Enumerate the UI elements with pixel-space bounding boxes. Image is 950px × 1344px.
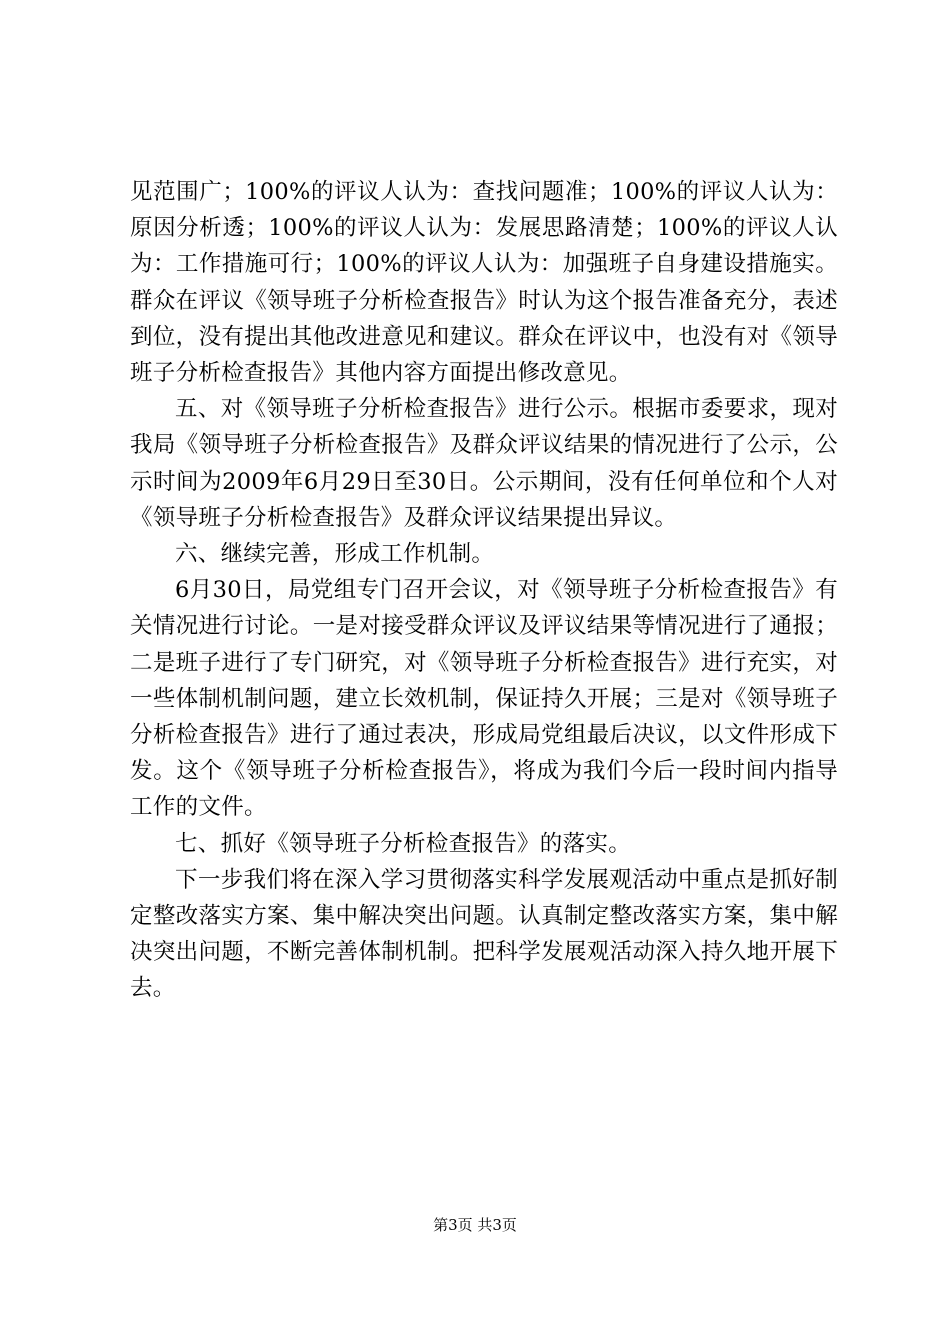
paragraph-party-meeting: 6月30日，局党组专门召开会议，对《领导班子分析检查报告》有关情况进行讨论。一是对接受群众评议及评议结果等情况进行了通报；二是班子进行了专门研究，对《领导班子分析检查报告》进行充实，对一些体制机制问题，建立长效机制，保证持久开展；三是对《领导班子分析检查报告》进行了通过表决，形成局党组最后决议，以文件形成下发。这个《领导班子分析检查报告》，将成为我们今后一段时间内指导工作的文件。 [130, 577, 838, 821]
document-body [130, 174, 838, 1007]
paragraph-section-six-heading: 六、继续完善，形成工作机制。 [175, 541, 495, 568]
page-number-footer: 第3页 共3页 [433, 1216, 517, 1234]
paragraph-section-seven-heading: 七、抓好《领导班子分析检查报告》的落实。 [175, 830, 632, 857]
paragraph-evaluation-results: 见范围广；100%的评议人认为：查找问题准；100%的评议人认为：原因分析透；100%的评议人认为：发展思路清楚；100%的评议人认为：工作措施可行；100%的评议人认为：加强班子自身建设措施实。群众在评议《领导班子分析检查报告》时认为这个报告准备充分，表述到位，没有提出其他改进意见和建议。群众在评议中，也没有对《领导班子分析检查报告》其他内容方面提出修改意见。 [130, 179, 838, 387]
paragraph-section-five-publicity: 五、对《领导班子分析检查报告》进行公示。根据市委要求，现对我局《领导班子分析检查报告》及群众评议结果的情况进行了公示，公示时间为2009年6月29日至30日。公示期间，没有任何单位和个人对《领导班子分析检查报告》及群众评议结果提出异议。 [130, 396, 838, 531]
paragraph-next-steps: 下一步我们将在深入学习贯彻落实科学发展观活动中重点是抓好制定整改落实方案、集中解决突出问题。认真制定整改落实方案，集中解决突出问题，不断完善体制机制。把科学发展观活动深入持久地开展下去。 [130, 866, 838, 1002]
